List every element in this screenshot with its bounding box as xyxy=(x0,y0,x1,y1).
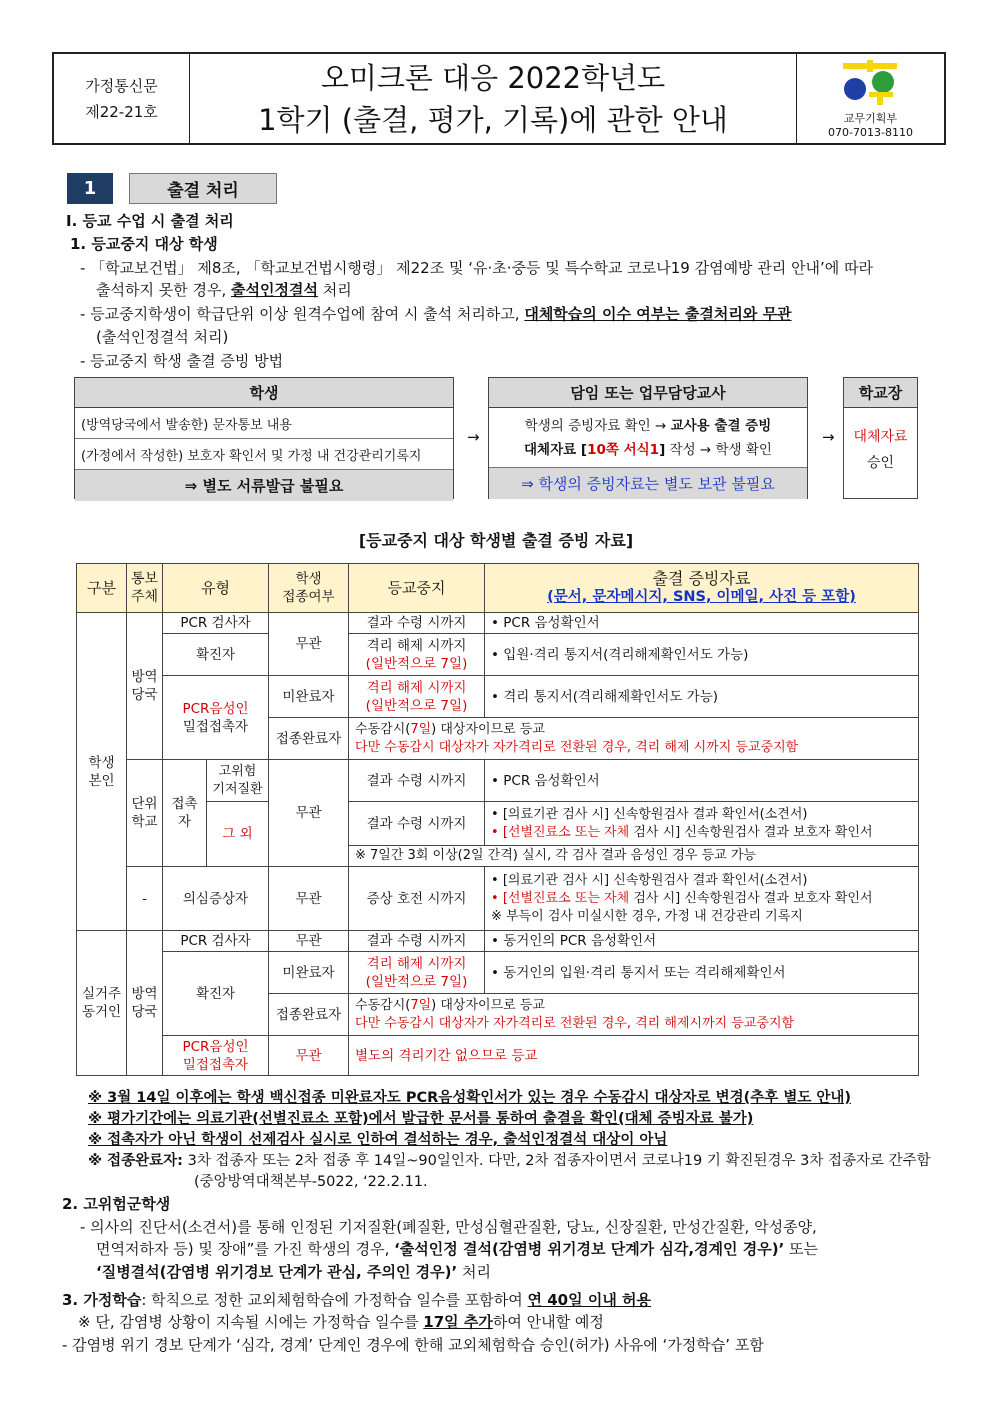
table-row xyxy=(77,1036,919,1076)
part1-sub1: 1. 등교중지 대상 학생 xyxy=(70,235,218,253)
evidence-iso-notice: • 격리 통지서(격리해제확인서도 가능) xyxy=(485,676,919,718)
part3-line2-em: 17일 추가 xyxy=(423,1313,493,1331)
part3-line1-pre: : 학칙으로 정한 교외체험학습에 가정학습 일수를 포함하여 xyxy=(141,1291,528,1309)
th-evidence-b: (문서, 문자메시지, SNS, 이메일, 사진 등 포함) xyxy=(547,589,856,605)
flow-principal-box xyxy=(843,377,918,499)
th-vaccination-a: 학생 xyxy=(295,571,322,587)
flow-student-row1: (방역당국에서 발송한) 문자통보 내용 xyxy=(75,408,453,439)
passive-monitor-2a xyxy=(355,997,915,1015)
flow-teacher-row2-post: 작성 → 학생 확인 xyxy=(665,441,772,458)
note-4 xyxy=(88,1151,931,1172)
section-number: 1 xyxy=(67,173,113,204)
table-row xyxy=(77,613,919,634)
evidence-rapid-1a: • [의료기관 검사 시] 신속항원검사 결과 확인서(소견서) xyxy=(491,806,808,822)
type-close-contact-1a: PCR음성인 xyxy=(182,700,249,717)
evidence-suspect-b-red: • [선별진료소 또는 자체 xyxy=(491,890,630,906)
th-evidence xyxy=(485,564,919,613)
department-phone: 070-7013-8110 xyxy=(828,126,913,139)
th-evidence-a: 출결 증빙자료 xyxy=(652,569,751,588)
th-notifier xyxy=(127,564,163,613)
group-student-self: 학생 본인 xyxy=(77,613,127,931)
th-category: 구분 xyxy=(77,564,127,613)
table-caption: [등교중지 대상 학생별 출결 증빙 자료] xyxy=(358,531,634,550)
evidence-rapid-1b-red: • [선별진료소 또는 자체 xyxy=(491,824,630,840)
type-close-contact-2a: PCR음성인 xyxy=(182,1038,249,1055)
passive-2-post: ) 대상자이므로 등교 xyxy=(431,997,545,1013)
doc-number: 제22-21호 xyxy=(85,102,158,121)
part2-line2-pre: 면역저하자 등) 및 장애”를 가진 학생의 경우, xyxy=(96,1240,395,1258)
part2-line3-em: ‘질병결석(감염병 위기경보 단계가 관심, 주의인 경우)’ xyxy=(96,1263,458,1281)
group-family: 실거주 동거인 xyxy=(77,931,127,1076)
evidence-suspect-c: ※ 부득이 검사 미실시한 경우, 가정 내 건강관리 기록지 xyxy=(491,908,803,924)
vac-unvac-2: 미완료자 xyxy=(269,952,349,994)
department xyxy=(797,112,944,140)
flow-teacher-row2-em2: ] xyxy=(659,441,666,458)
flow-principal-head: 학교장 xyxy=(844,378,917,408)
table-row xyxy=(77,676,919,718)
th-notifier-a: 통보 xyxy=(130,571,159,587)
stop-until-release-2 xyxy=(349,676,485,718)
passive-1-pre: 수동감시( xyxy=(355,721,411,737)
title-line-2: 1학기 (출결, 평가, 기록)에 관한 안내 xyxy=(258,102,728,137)
type-confirmed-1: 확진자 xyxy=(163,634,269,676)
type-suspect: 의심증상자 xyxy=(163,867,269,931)
flow-teacher-row1 xyxy=(525,414,772,438)
table-notes xyxy=(88,1088,931,1193)
evidence-pcr-neg-1: • PCR 음성확인서 xyxy=(485,613,919,634)
title-line-1: 오미크론 대응 2022학년도 xyxy=(320,60,666,95)
type-confirmed-2: 확진자 xyxy=(163,952,269,1036)
stop-until-release-3a: 격리 해제 시까지 xyxy=(366,955,467,972)
stop-until-release-1 xyxy=(349,634,485,676)
doc-title xyxy=(190,54,796,143)
flow-teacher-row2-em1: 대체자료 [ xyxy=(524,441,588,458)
th-type: 유형 xyxy=(163,564,269,613)
group-health-authority: 방역 당국 xyxy=(127,613,163,760)
type-close-contact-1 xyxy=(163,676,269,760)
passive-monitor-2b: 다만 수동감시 대상자가 자가격리로 전환된 경우, 격리 해제시까지 등교중지함 xyxy=(355,1015,795,1031)
part2-line1: - 의사의 진단서(소견서)를 통해 인정된 기저질환(폐질환, 만성심혈관질환, 당뇨, 신장질환, 만성간질환, 악성종양, xyxy=(80,1218,817,1236)
flow-principal-row2: 승인 xyxy=(866,455,895,471)
note-4b: (중앙방역대책본부-5022, ‘22.2.11. xyxy=(194,1174,428,1190)
table-row xyxy=(77,634,919,676)
th-notifier-b: 주체 xyxy=(130,589,159,605)
part2-line2-post: 또는 xyxy=(784,1240,819,1258)
flow-teacher-box xyxy=(488,377,808,499)
note-2: ※ 평가기간에는 의료기관(선별진료소 포함)에서 발급한 문서를 통하여 출결을 확인(대체 증빙자료 불가) xyxy=(88,1111,754,1127)
school-logo-icon xyxy=(841,60,899,106)
passive-1-post: ) 대상자이므로 등교 xyxy=(431,721,545,737)
evidence-suspect xyxy=(485,867,919,931)
group-school-unit: 단위 학교 xyxy=(127,760,163,867)
type-others: 그 외 xyxy=(207,802,269,867)
part2-line2-em: ‘출석인정 결석(감염병 위기경보 단계가 심각,경계인 경우)’ xyxy=(394,1240,785,1258)
passive-2-red: 7일 xyxy=(410,997,432,1013)
flow-student-box xyxy=(74,377,454,499)
part1-line2a-em: 대체학습의 이수 여부는 출결처리와 무관 xyxy=(524,305,792,323)
part2-line2 xyxy=(96,1238,818,1259)
type-pcr-tester: PCR 검사자 xyxy=(163,613,269,634)
table-header-row xyxy=(77,564,919,613)
flow-teacher-row2 xyxy=(524,438,772,462)
th-vaccination-b: 접종여부 xyxy=(282,589,335,605)
note-1: ※ 3월 14일 이후에는 학생 백신접종 미완료자도 PCR음성확인서가 있는 경우 수동감시 대상자로 변경(추후 별도 안내) xyxy=(88,1090,852,1106)
type-close-contact-2 xyxy=(163,1036,269,1076)
part3-line2 xyxy=(78,1311,604,1332)
evidence-pcr-neg-2: • PCR 음성확인서 xyxy=(485,760,919,802)
flow-student-row2: (가정에서 작성한) 보호자 확인서 및 가정 내 건강관리기록지 xyxy=(75,439,453,470)
passive-monitor-1 xyxy=(349,718,919,760)
vac-na-3: 무관 xyxy=(269,867,349,931)
flow-teacher-body xyxy=(489,408,807,468)
evidence-rapid-1b xyxy=(491,824,915,842)
note-4-em: ※ 접종완료자: xyxy=(88,1153,183,1169)
stop-until-release-1b: (일반적으로 7일) xyxy=(365,655,468,672)
stop-until-result-4: 결과 수령 시까지 xyxy=(349,931,485,952)
part2-line3 xyxy=(96,1261,491,1282)
flow-principal-body xyxy=(844,408,917,476)
part1-line1b xyxy=(96,279,352,300)
type-close-contact-1b: 밀접접촉자 xyxy=(182,718,249,735)
flow-teacher-foot: ⇒ 학생의 증빙자료는 별도 보관 불필요 xyxy=(489,468,807,499)
evidence-suspect-a: • [의료기관 검사 시] 신속항원검사 결과 확인서(소견서) xyxy=(491,872,808,888)
flow-teacher-row2-red: 10쪽 서식1 xyxy=(587,441,660,458)
flow-student-foot: ⇒ 별도 서류발급 불필요 xyxy=(75,470,453,501)
stop-until-result-2: 결과 수령 시까지 xyxy=(349,760,485,802)
part2-heading: 2. 고위험군학생 xyxy=(62,1195,171,1213)
doc-info xyxy=(54,54,190,143)
document-header xyxy=(52,52,946,145)
school-info xyxy=(796,54,944,143)
passive-monitor-2 xyxy=(349,994,919,1036)
type-pcr-tester-2: PCR 검사자 xyxy=(163,931,269,952)
part3-line2-post: 하여 안내할 예정 xyxy=(492,1313,604,1331)
attendance-evidence-table xyxy=(76,563,919,1076)
part2-line3-post: 처리 xyxy=(457,1263,491,1281)
part3-line1-em: 연 40일 이내 허용 xyxy=(527,1291,652,1309)
flow-teacher-row1-pre: 학생의 증빙자료 확인 → xyxy=(524,417,671,434)
part1-line3: - 등교중지 학생 출결 증빙 방법 xyxy=(80,352,284,370)
flow-arrow-1: → xyxy=(467,428,480,446)
part3-heading: 3. 가정학습 xyxy=(62,1291,142,1309)
part1-line1a: - 「학교보건법」 제8조, 「학교보건법시행령」 제22조 및 ‘유·초·중등 및 특수학교 코로나19 감염예방 관리 안내’에 따라 xyxy=(80,259,874,277)
part1-heading: Ⅰ. 등교 수업 시 출결 처리 xyxy=(66,212,234,230)
vac-na-4: 무관 xyxy=(269,931,349,952)
flow-student-head: 학생 xyxy=(75,378,453,408)
type-high-risk: 고위험 기저질환 xyxy=(207,760,269,802)
passive-2-pre: 수동감시( xyxy=(355,997,411,1013)
stop-until-release-2a: 격리 해제 시까지 xyxy=(366,679,467,696)
th-vaccination xyxy=(269,564,349,613)
passive-monitor-1b: 다만 수동감시 대상자가 자가격리로 전환된 경우, 격리 해제 시까지 등교중지함 xyxy=(355,739,799,755)
part3-line2-pre: ※ 단, 감염병 상황이 지속될 시에는 가정학습 일수를 xyxy=(78,1313,424,1331)
table-row xyxy=(77,952,919,994)
flow-teacher-head: 담임 또는 업무담당교사 xyxy=(489,378,807,408)
passive-monitor-1a xyxy=(355,721,915,739)
flow-principal-row1: 대체자료 xyxy=(853,429,908,445)
flow-teacher-row1-em: 교사용 출결 증빙 xyxy=(670,417,772,434)
notifier-dash: - xyxy=(127,867,163,931)
vac-na-2: 무관 xyxy=(269,760,349,867)
flow-arrow-2: → xyxy=(822,428,835,446)
section-label: 출결 처리 xyxy=(129,173,277,204)
doc-type: 가정통신문 xyxy=(85,76,158,95)
department-name: 교무기획부 xyxy=(843,112,898,125)
vac-done-1: 접종완료자 xyxy=(269,718,349,760)
part1-line2a-pre: - 등교중지학생이 학급단위 이상 원격수업에 참여 시 출석 처리하고, xyxy=(80,305,525,323)
stop-until-result-3: 결과 수령 시까지 xyxy=(349,802,485,846)
vac-unvac-1: 미완료자 xyxy=(269,676,349,718)
part1-line1b-em: 출석인정결석 xyxy=(231,281,318,299)
type-close-contact-2b: 밀접접촉자 xyxy=(182,1056,249,1073)
part3-line3: - 감염병 위기 경보 단계가 ‘심각, 경계’ 단계인 경우에 한해 교외체험학습 승인(허가) 사유에 ‘가정학습’ 포함 xyxy=(62,1336,764,1354)
note-3: ※ 접촉자가 아닌 학생이 선제검사 실시로 인하여 결석하는 경우, 출석인정결석 대상이 아님 xyxy=(88,1132,668,1148)
evidence-suspect-b-post: 검사 시] 신속항원검사 결과 보호자 확인서 xyxy=(629,890,873,906)
evidence-rapid-1b-post: 검사 시] 신속항원검사 결과 보호자 확인서 xyxy=(629,824,873,840)
evidence-family-notice: • 동거인의 입원·격리 통지서 또는 격리해제확인서 xyxy=(485,952,919,994)
three-tests-note: ※ 7일간 3회 이상(2일 간격) 실시, 각 검사 결과 음성인 경우 등교 가능 xyxy=(349,846,919,867)
part3-line1 xyxy=(62,1289,651,1310)
family-no-isolation: 별도의 격리기간 없으므로 등교 xyxy=(349,1036,919,1076)
type-contact: 접촉자 xyxy=(163,760,207,867)
vac-na-5: 무관 xyxy=(269,1036,349,1076)
table-row xyxy=(77,867,919,931)
part1-line2a xyxy=(80,303,792,324)
stop-until-symptom: 증상 호전 시까지 xyxy=(349,867,485,931)
stop-until-release-3 xyxy=(349,952,485,994)
th-suspension: 등교중지 xyxy=(349,564,485,613)
stop-until-result-1: 결과 수령 시까지 xyxy=(349,613,485,634)
evidence-family-pcr: • 동거인의 PCR 음성확인서 xyxy=(485,931,919,952)
table-row xyxy=(77,760,919,802)
section-title xyxy=(67,173,277,204)
group-health-authority-2: 방역 당국 xyxy=(127,931,163,1076)
evidence-admit-notice: • 입원·격리 통지서(격리해제확인서도 가능) xyxy=(485,634,919,676)
evidence-suspect-b xyxy=(491,890,915,908)
passive-1-red: 7일 xyxy=(410,721,432,737)
stop-until-release-1a: 격리 해제 시까지 xyxy=(366,637,467,654)
vac-done-2: 접종완료자 xyxy=(269,994,349,1036)
part1-line2b: (출석인정결석 처리) xyxy=(96,328,229,346)
part1-line1b-post: 처리 xyxy=(317,281,352,299)
stop-until-release-3b: (일반적으로 7일) xyxy=(365,973,468,990)
stop-until-release-2b: (일반적으로 7일) xyxy=(365,697,468,714)
evidence-rapid-1 xyxy=(485,802,919,846)
note-4-post: 3차 접종자 또는 2차 접종 후 14일~90일인자. 다만, 2차 접종자이면서 코로나19 기 확진된경우 3차 접종자로 간주함 xyxy=(182,1153,931,1169)
table-row xyxy=(77,931,919,952)
part1-line1b-pre: 출석하지 못한 경우, xyxy=(96,281,231,299)
vac-na-1: 무관 xyxy=(269,613,349,676)
